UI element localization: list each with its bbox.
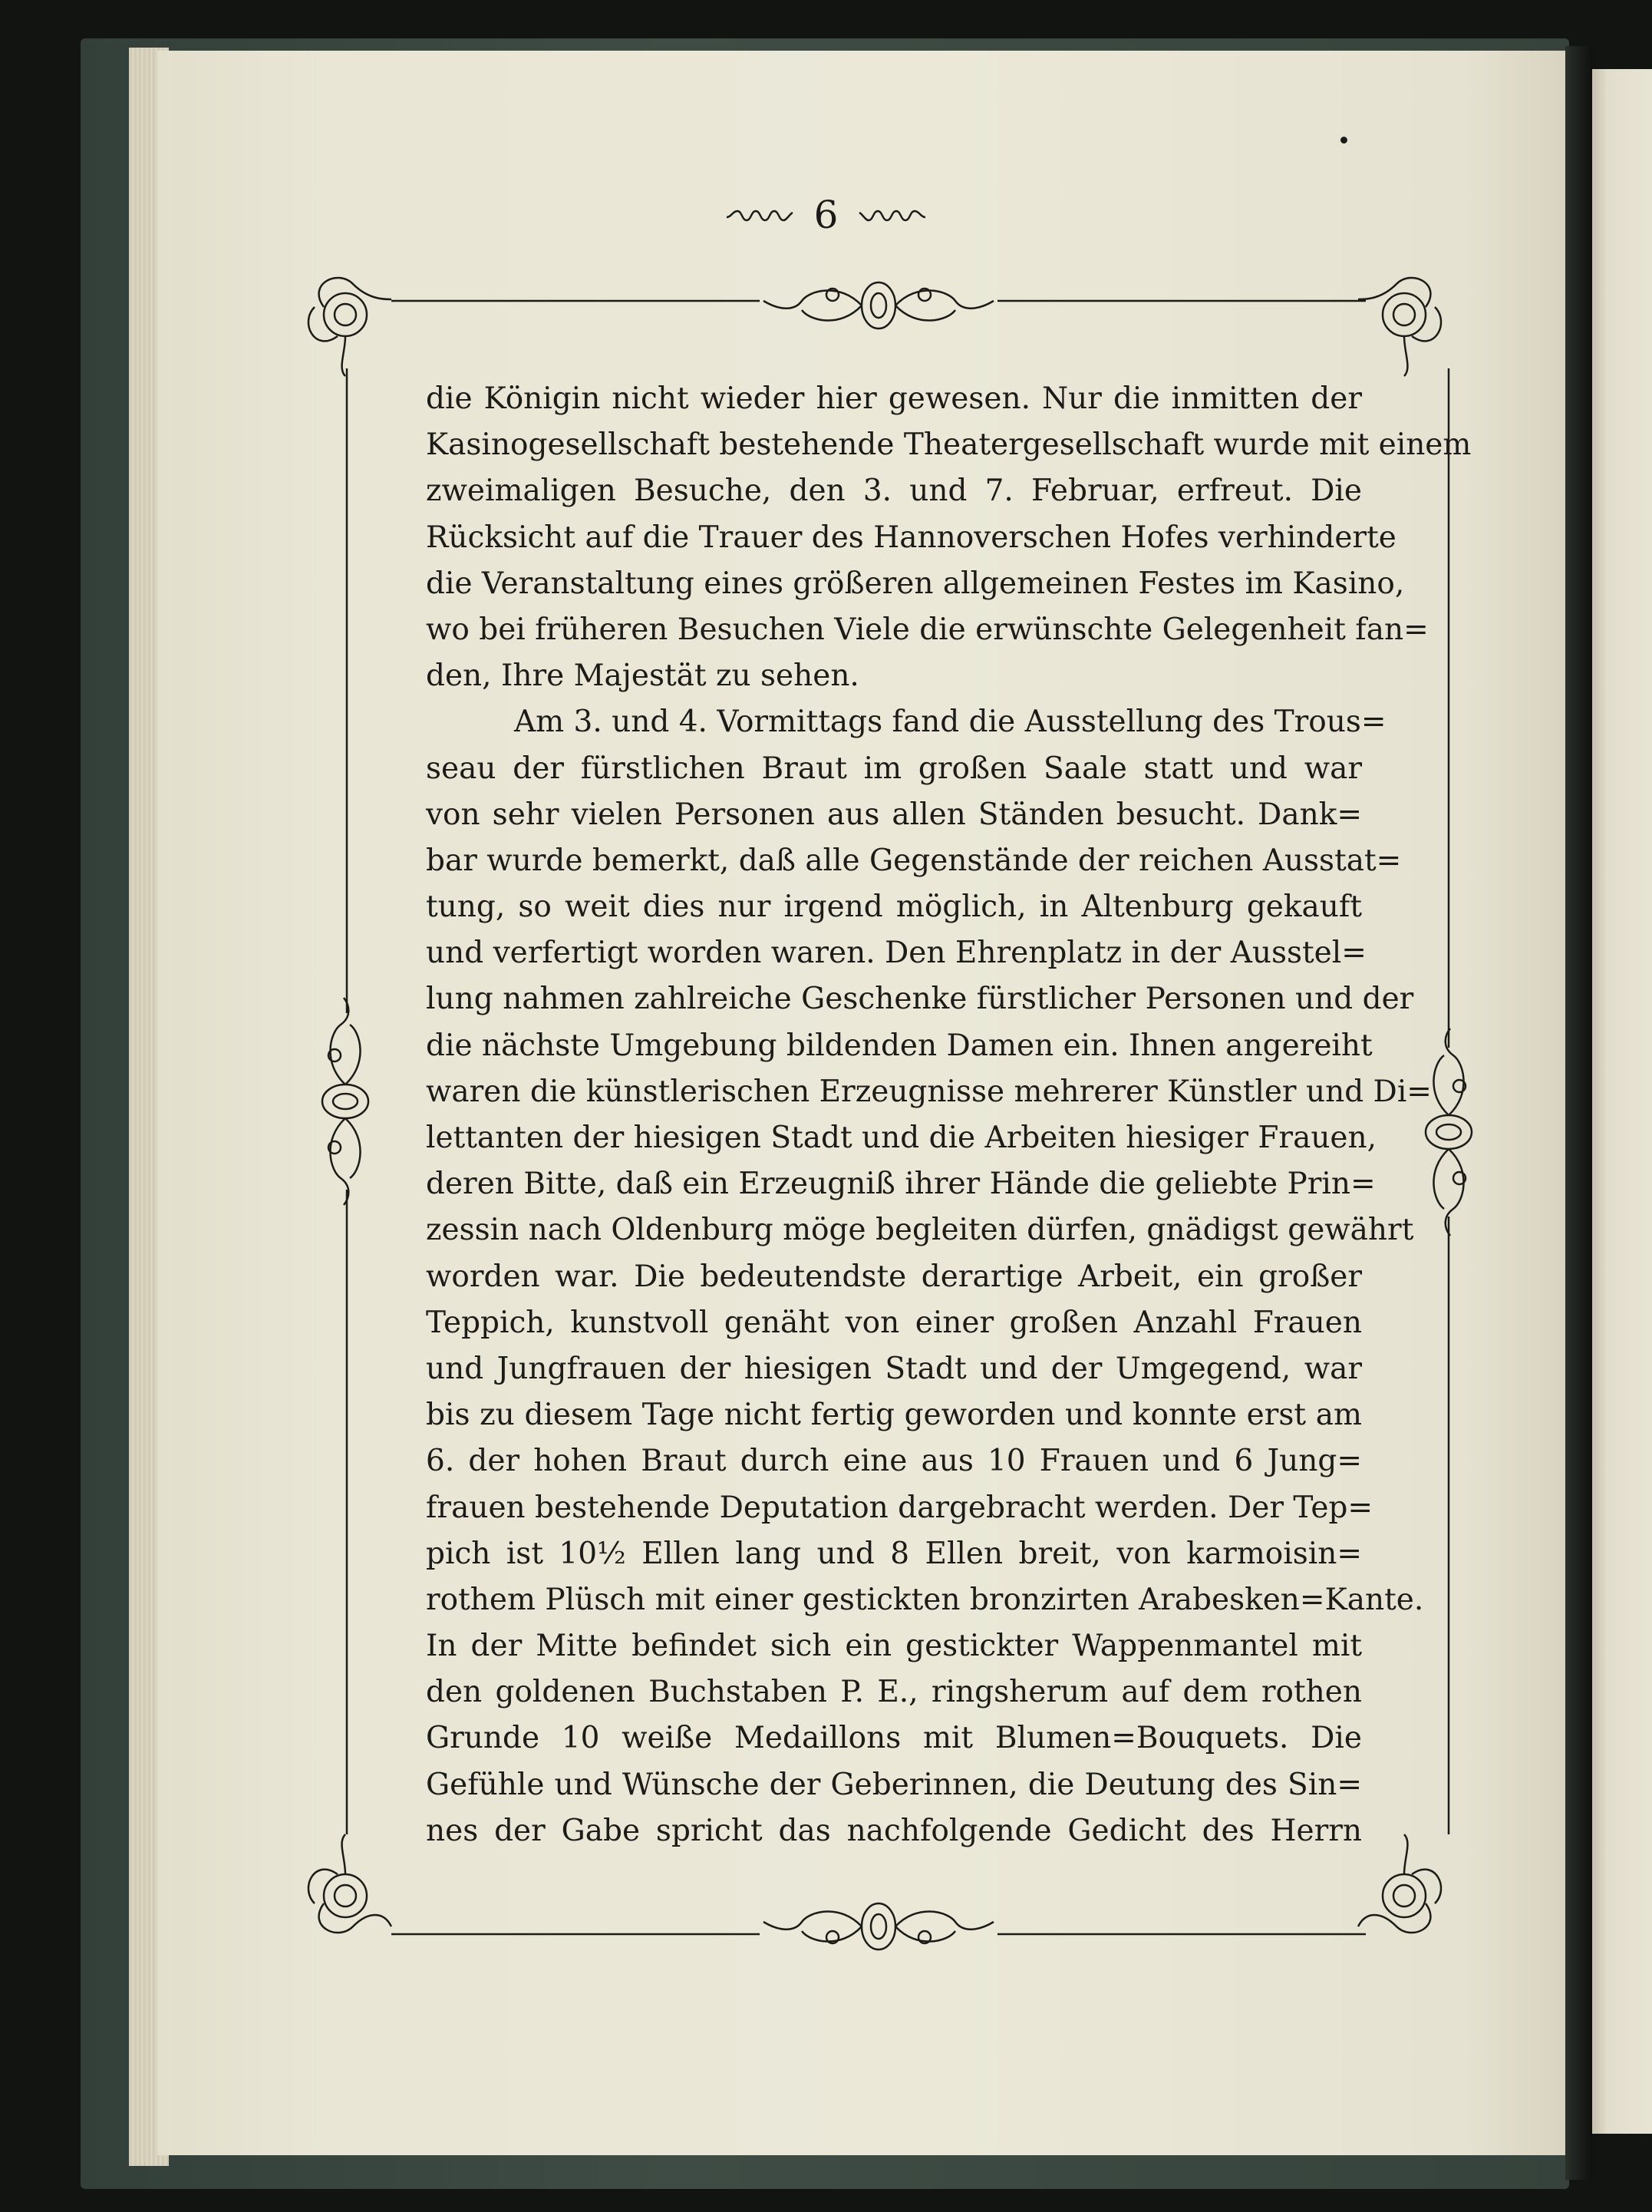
right-flourish-icon	[858, 205, 927, 225]
page-number: 6	[813, 193, 839, 237]
text-line: waren die künstlerischen Erzeugnisse mehrerer Künstler und Di=	[426, 1074, 1432, 1109]
facing-page-edge	[1588, 69, 1652, 2134]
text-line: den, Ihre Majestät zu sehen.	[426, 659, 859, 694]
text-line: wo bei früheren Besuchen Viele die erwünschte Gelegenheit fan=	[426, 612, 1429, 647]
text-line: zessin nach Oldenburg möge begleiten dürfen, gnädigst gewährt	[426, 1213, 1414, 1248]
text-line: und Jungfrauen der hiesigen Stadt und der Umgegend, war	[426, 1351, 1362, 1386]
book-gutter	[1565, 46, 1592, 2180]
text-line: Gefühle und Wünsche der Geberinnen, die Deutung des Sin=	[426, 1767, 1362, 1802]
text-line: die Königin nicht wieder hier gewesen. Nur die inmitten der	[426, 381, 1362, 416]
left-flourish-icon	[725, 205, 794, 225]
text-line: den goldenen Buchstaben P. E., ringsherum auf dem rothen	[426, 1675, 1362, 1710]
text-line: die Veranstaltung eines größeren allgemeinen Festes im Kasino,	[426, 566, 1405, 601]
ink-spot	[1340, 137, 1347, 144]
paragraph	[426, 376, 1472, 699]
text-line: pich ist 10½ Ellen lang und 8 Ellen breit, von karmoisin=	[426, 1536, 1362, 1571]
body-text	[426, 376, 1472, 1854]
text-line: rothem Plüsch mit einer gestickten bronzirten Arabesken=Kante.	[426, 1582, 1424, 1617]
text-line: frauen bestehende Deputation dargebracht werden. Der Tep=	[426, 1490, 1373, 1525]
text-line: zweimaligen Besuche, den 3. und 7. Februar, erfreut. Die	[426, 474, 1362, 509]
text-line: Kasinogesellschaft bestehende Theatergesellschaft wurde mit einem	[426, 428, 1472, 463]
text-line: die nächste Umgebung bildenden Damen ein. Ihnen angereiht	[426, 1028, 1373, 1063]
text-line: Am 3. und 4. Vormittags fand die Ausstellung des Trous=	[514, 705, 1387, 740]
text-line: deren Bitte, daß ein Erzeugniß ihrer Hände die geliebte Prin=	[426, 1167, 1376, 1202]
page-header	[0, 188, 1652, 242]
text-line: Teppich, kunstvoll genäht von einer großen Anzahl Frauen	[426, 1305, 1362, 1340]
text-line: lettanten der hiesigen Stadt und die Arbeiten hiesiger Frauen,	[426, 1121, 1377, 1155]
text-line: bis zu diesem Tage nicht fertig geworden und konnte erst am	[426, 1398, 1362, 1433]
text-line: worden war. Die bedeutendste derartige Arbeit, ein großer	[426, 1259, 1362, 1294]
paragraph	[426, 699, 1432, 1854]
text-line: lung nahmen zahlreiche Geschenke fürstlicher Personen und der	[426, 982, 1414, 1017]
text-line: 6. der hohen Braut durch eine aus 10 Frauen und 6 Jung=	[426, 1444, 1362, 1479]
text-line: bar wurde bemerkt, daß alle Gegenstände der reichen Ausstat=	[426, 843, 1402, 878]
text-line: seau der fürstlichen Braut im großen Saale statt und war	[426, 751, 1362, 786]
text-line: und verfertigt worden waren. Den Ehrenplatz in der Ausstel=	[426, 936, 1367, 971]
text-line: tung, so weit dies nur irgend möglich, in Altenburg gekauft	[426, 890, 1362, 925]
text-line: nes der Gabe spricht das nachfolgende Gedicht des Herrn	[426, 1813, 1362, 1848]
text-line: Rücksicht auf die Trauer des Hannoverschen Hofes verhinderte	[426, 520, 1396, 555]
text-line: von sehr vielen Personen aus allen Ständen besucht. Dank=	[426, 797, 1362, 832]
text-line: Grunde 10 weiße Medaillons mit Blumen=Bouquets. Die	[426, 1721, 1362, 1756]
text-line: In der Mitte befindet sich ein gestickter Wappenmantel mit	[426, 1629, 1362, 1664]
